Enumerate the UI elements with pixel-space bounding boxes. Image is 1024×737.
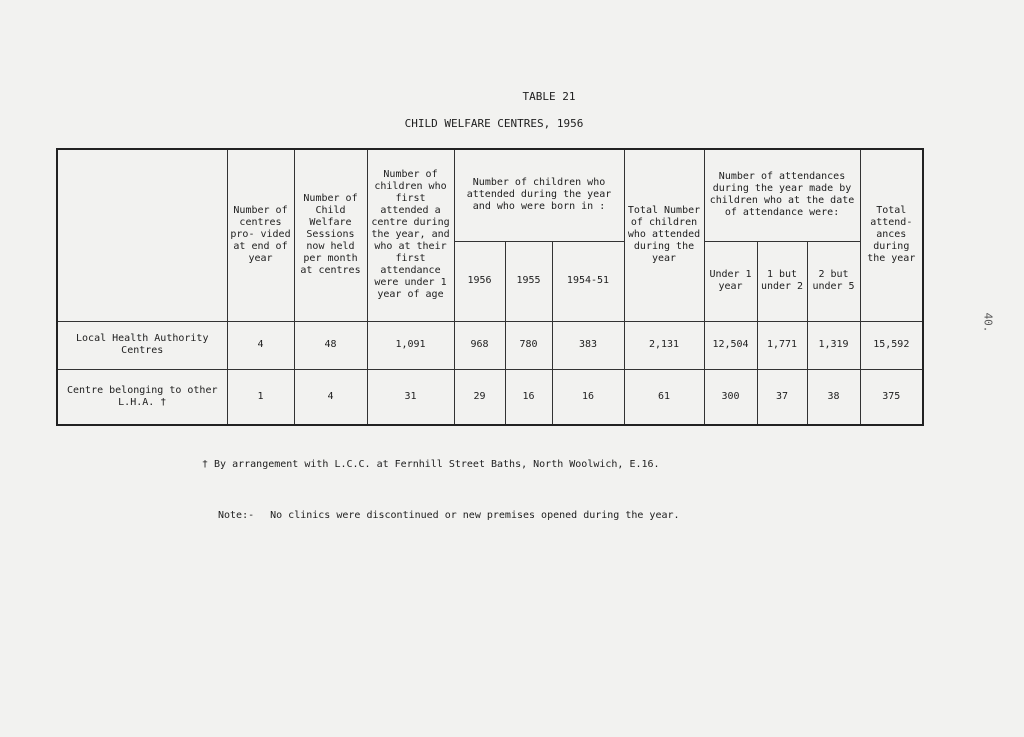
note-text: No clinics were discontinued or new premises opened during the year. bbox=[270, 510, 680, 521]
note-label: Note:- bbox=[218, 510, 255, 521]
header-sessions: Number of Child Welfare Sessions now held per month at centres bbox=[294, 149, 367, 321]
cell-born-1954-51: 383 bbox=[552, 321, 624, 369]
cell-born-1955: 16 bbox=[505, 369, 552, 425]
cell-born-1954-51: 16 bbox=[552, 369, 624, 425]
cell-sessions: 48 bbox=[294, 321, 367, 369]
header-born-1954-51: 1954-51 bbox=[552, 241, 624, 321]
cell-total-children: 2,131 bbox=[624, 321, 704, 369]
header-total-children: Total Number of children who attended during the year bbox=[624, 149, 704, 321]
row-label: Local Health Authority Centres bbox=[57, 321, 227, 369]
cell-under-1: 300 bbox=[704, 369, 757, 425]
cell-total-attendances: 15,592 bbox=[860, 321, 923, 369]
table-title: TABLE 21 bbox=[522, 90, 576, 103]
header-centres: Number of centres pro- vided at end of year bbox=[227, 149, 294, 321]
header-total-attendances: Total attend- ances during the year bbox=[860, 149, 923, 321]
page-number: 40. bbox=[981, 312, 995, 333]
cell-2-under-5: 1,319 bbox=[807, 321, 860, 369]
cell-first-attended: 1,091 bbox=[367, 321, 454, 369]
cell-total-children: 61 bbox=[624, 369, 704, 425]
row-label: Centre belonging to other L.H.A. † bbox=[57, 369, 227, 425]
cell-centres: 4 bbox=[227, 321, 294, 369]
cell-under-1: 12,504 bbox=[704, 321, 757, 369]
row-label-header bbox=[57, 149, 227, 321]
note bbox=[218, 510, 680, 521]
cell-sessions: 4 bbox=[294, 369, 367, 425]
child-welfare-table bbox=[56, 148, 924, 426]
cell-total-attendances: 375 bbox=[860, 369, 923, 425]
cell-1-under-2: 37 bbox=[757, 369, 807, 425]
table-row bbox=[57, 369, 923, 425]
header-attend-group: Number of attendances during the year made by children who at the date of attendance were: bbox=[704, 149, 860, 241]
cell-centres: 1 bbox=[227, 369, 294, 425]
header-born-1956: 1956 bbox=[454, 241, 505, 321]
header-born-group: Number of children who attended during the year and who were born in : bbox=[454, 149, 624, 241]
header-1-under-2: 1 but under 2 bbox=[757, 241, 807, 321]
header-born-1955: 1955 bbox=[505, 241, 552, 321]
table-subtitle: CHILD WELFARE CENTRES, 1956 bbox=[404, 117, 584, 130]
table-row bbox=[57, 321, 923, 369]
cell-1-under-2: 1,771 bbox=[757, 321, 807, 369]
cell-born-1956: 29 bbox=[454, 369, 505, 425]
header-2-under-5: 2 but under 5 bbox=[807, 241, 860, 321]
header-first-attended: Number of children who first attended a centre during the year, and who at their first attendance were under 1 year of age bbox=[367, 149, 454, 321]
cell-2-under-5: 38 bbox=[807, 369, 860, 425]
cell-born-1955: 780 bbox=[505, 321, 552, 369]
footnote-dagger: † By arrangement with L.C.C. at Fernhill Street Baths, North Woolwich, E.16. bbox=[202, 459, 660, 470]
cell-born-1956: 968 bbox=[454, 321, 505, 369]
header-under-1: Under 1 year bbox=[704, 241, 757, 321]
cell-first-attended: 31 bbox=[367, 369, 454, 425]
